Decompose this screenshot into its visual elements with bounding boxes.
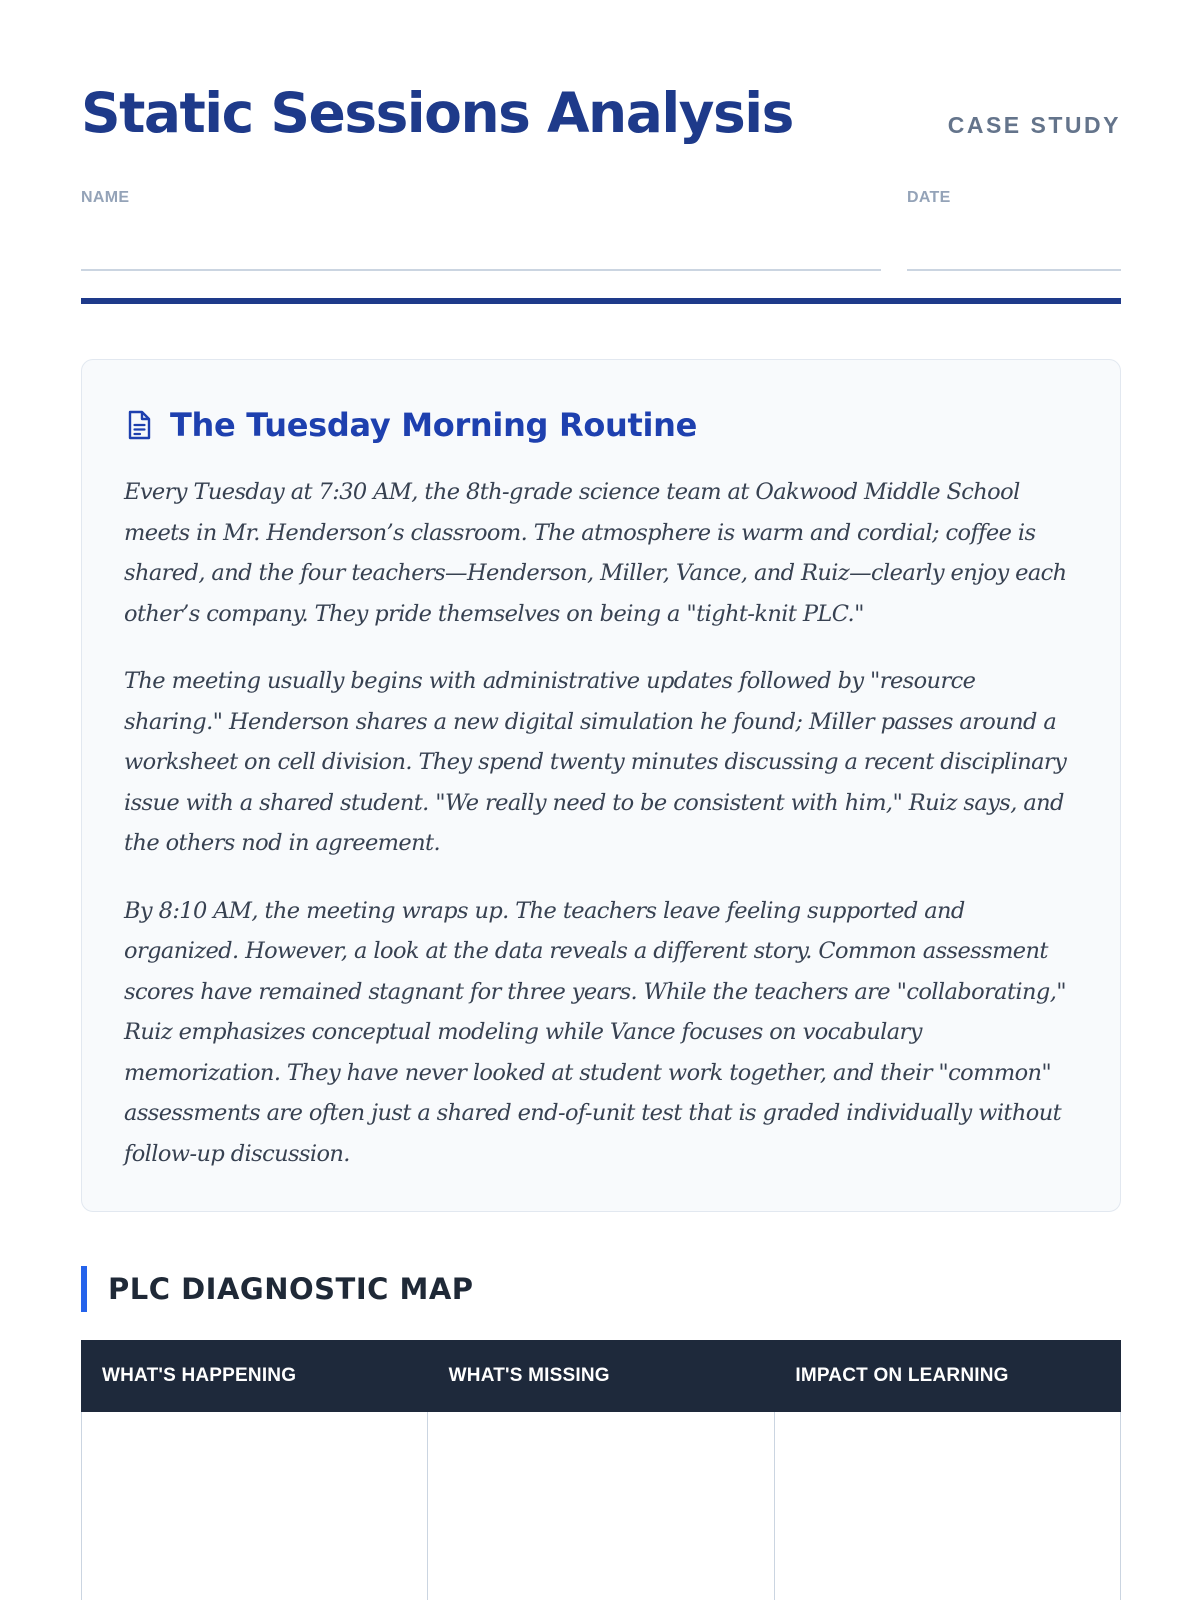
date-label: DATE — [907, 189, 951, 206]
case-study-heading — [124, 400, 1078, 450]
case-study-title: The Tuesday Morning Routine — [170, 406, 698, 444]
diagnostic-title: PLC DIAGNOSTIC MAP — [108, 1272, 474, 1306]
diagnostic-section-heading — [81, 1266, 1121, 1312]
diagnostic-table-row — [81, 1412, 1121, 1600]
page-header — [81, 78, 1121, 148]
cell-happening[interactable] — [82, 1412, 428, 1600]
diagnostic-table-header — [81, 1340, 1121, 1412]
name-line — [81, 269, 881, 271]
story-paragraph: Every Tuesday at 7:30 AM, the 8th-grade science team at Oakwood Middle School meets in Mr. Henderson’s classroom. The atmosphere is warm and cordial; coffee is shared, and the four teachers—Henderson, Miller, Vance, and Ruiz—clearly enjoy each other’s company. They pride themselves on being a "tight-knit PLC." — [124, 479, 1067, 627]
section-accent-bar — [81, 1266, 87, 1312]
column-header-happening: WHAT'S HAPPENING — [102, 1365, 297, 1386]
name-field[interactable] — [81, 188, 881, 208]
cell-missing[interactable] — [428, 1412, 774, 1600]
case-study-story — [124, 472, 1078, 1174]
column-header-missing: WHAT'S MISSING — [448, 1365, 610, 1386]
name-label: NAME — [81, 189, 130, 206]
header-divider — [81, 298, 1121, 304]
story-paragraph: By 8:10 AM, the meeting wraps up. The teachers leave feeling supported and organized. However, a look at the data reveals a different story. Common assessment scores have remained stagnant for three years. While the teachers are "collaborating," Ruiz emphasizes conceptual modeling while Vance focuses on vocabulary memorization. They have never looked at student work together, and their "common" assessments are often just a shared end-of-unit test that is graded individually without follow-up discussion. — [124, 897, 1067, 1167]
date-line — [907, 269, 1121, 271]
case-study-card — [81, 359, 1121, 1212]
story-paragraph: The meeting usually begins with administrative updates followed by "resource sharing." Henderson shares a new digital simulation he found; Miller passes around a worksheet on cell division. They spend twenty minutes discussing a recent disciplinary issue with a shared student. "We really need to be consistent with him," Ruiz says, and the others nod in agreement. — [124, 668, 1067, 856]
cell-impact[interactable] — [775, 1412, 1120, 1600]
date-field[interactable] — [907, 188, 1121, 208]
page-title: Static Sessions Analysis — [81, 81, 793, 145]
case-study-tag: CASE STUDY — [947, 112, 1121, 138]
document-icon — [124, 409, 154, 441]
column-header-impact: IMPACT ON LEARNING — [795, 1365, 1009, 1386]
diagnostic-table — [81, 1340, 1121, 1600]
